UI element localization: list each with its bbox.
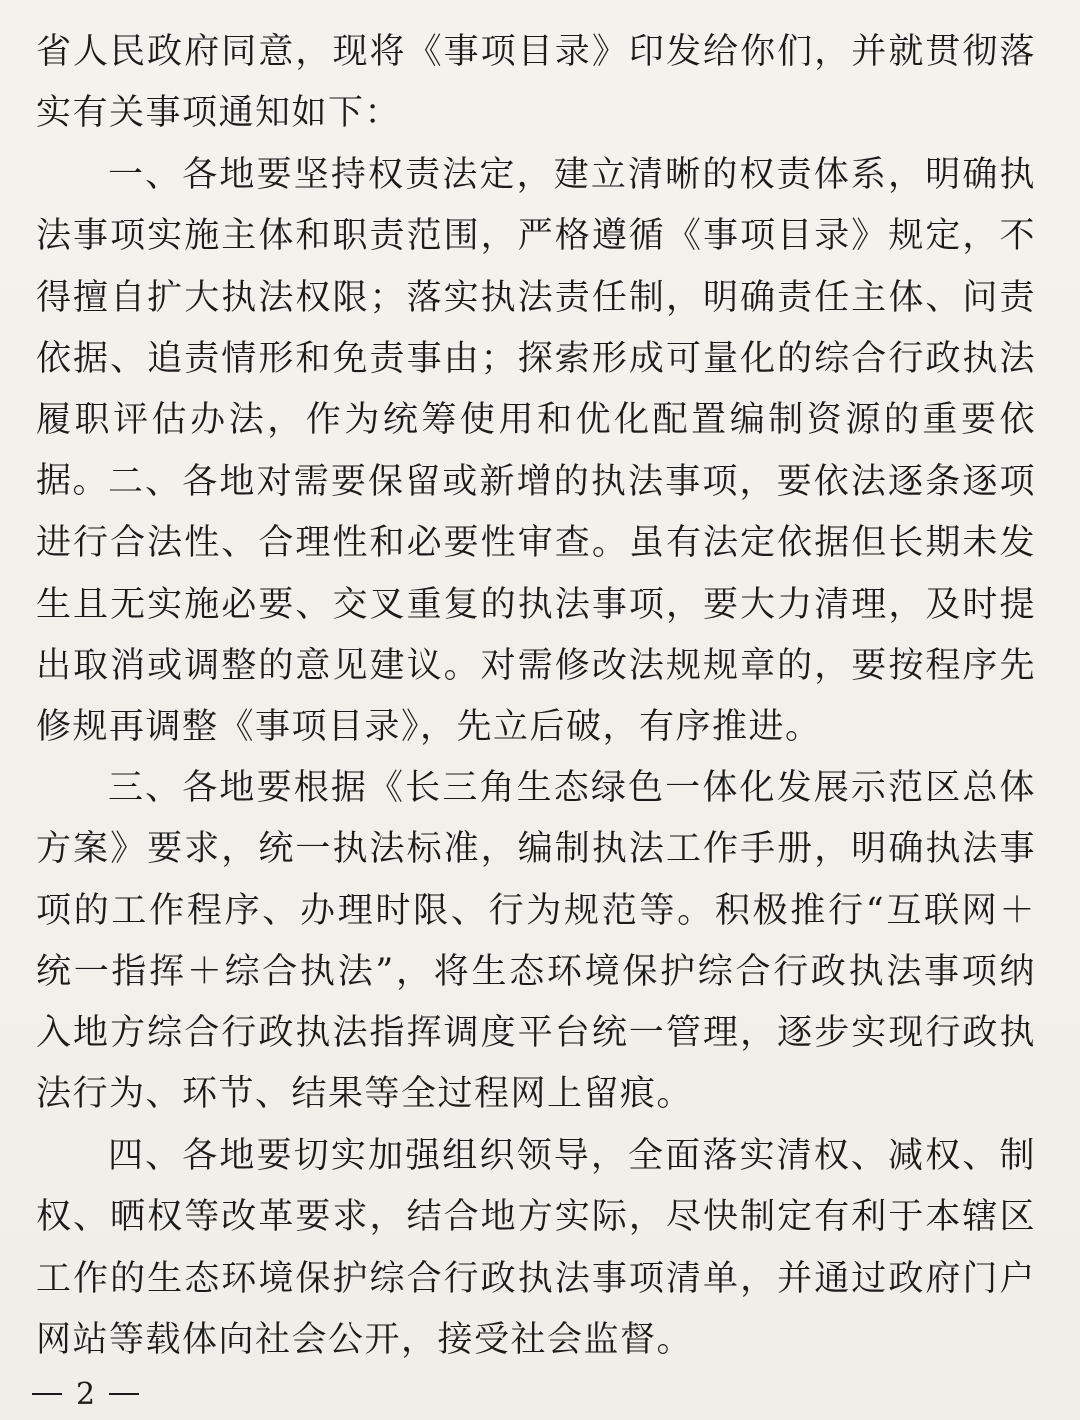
paragraph-item-4: 四、各地要切实加强组织领导，全面落实清权、减权、制权、晒权等改革要求，结合地方实际，尽快制定有利于本辖区工作的生态环境保护综合行政执法事项清单，并通过政府门户网站等载体向社会公开，接受社会监督。 bbox=[36, 1136, 1036, 1360]
page-number: 2 bbox=[76, 1376, 96, 1412]
paragraph-item-3: 三、各地要根据《长三角生态绿色一体化发展示范区总体方案》要求，统一执法标准，编制执法工作手册，明确执法事项的工作程序、办理时限、行为规范等。积极推行“互联网＋统一指挥＋综合执法”，将生态环境保护综合行政执法事项纳入地方综合行政执法指挥调度平台统一管理，逐步实现行政执法行为、环节、结果等全过程网上留痕。 bbox=[36, 768, 1036, 1115]
footer-dash-right bbox=[109, 1393, 139, 1395]
footer-dash-left bbox=[32, 1393, 62, 1395]
paragraph-continuation: 省人民政府同意，现将《事项目录》印发给你们，并就贯彻落实有关事项通知如下： bbox=[36, 32, 1036, 134]
paragraph-item-1: 一、各地要坚持权责法定，建立清晰的权责体系，明确执法事项实施主体和职责范围，严格遵循《事项目录》规定，不得擅自扩大执法权限；落实执法责任制，明确责任主体、问责依据、追责情形和免责事由；探索形成可量化的综合行政执法履职评估办法，作为统筹使用和优化配置编制资源的重要依据。 bbox=[36, 155, 1036, 502]
page-footer bbox=[32, 1376, 139, 1412]
paragraph-item-2: 二、各地对需要保留或新增的执法事项，要依法逐条逐项进行合法性、合理性和必要性审查。虽有法定依据但长期未发生且无实施必要、交叉重复的执法事项，要大力清理，及时提出取消或调整的意见建议。对需修改法规规章的，要按程序先修规再调整《事项目录》，先立后破，有序推进。 bbox=[36, 462, 1036, 748]
